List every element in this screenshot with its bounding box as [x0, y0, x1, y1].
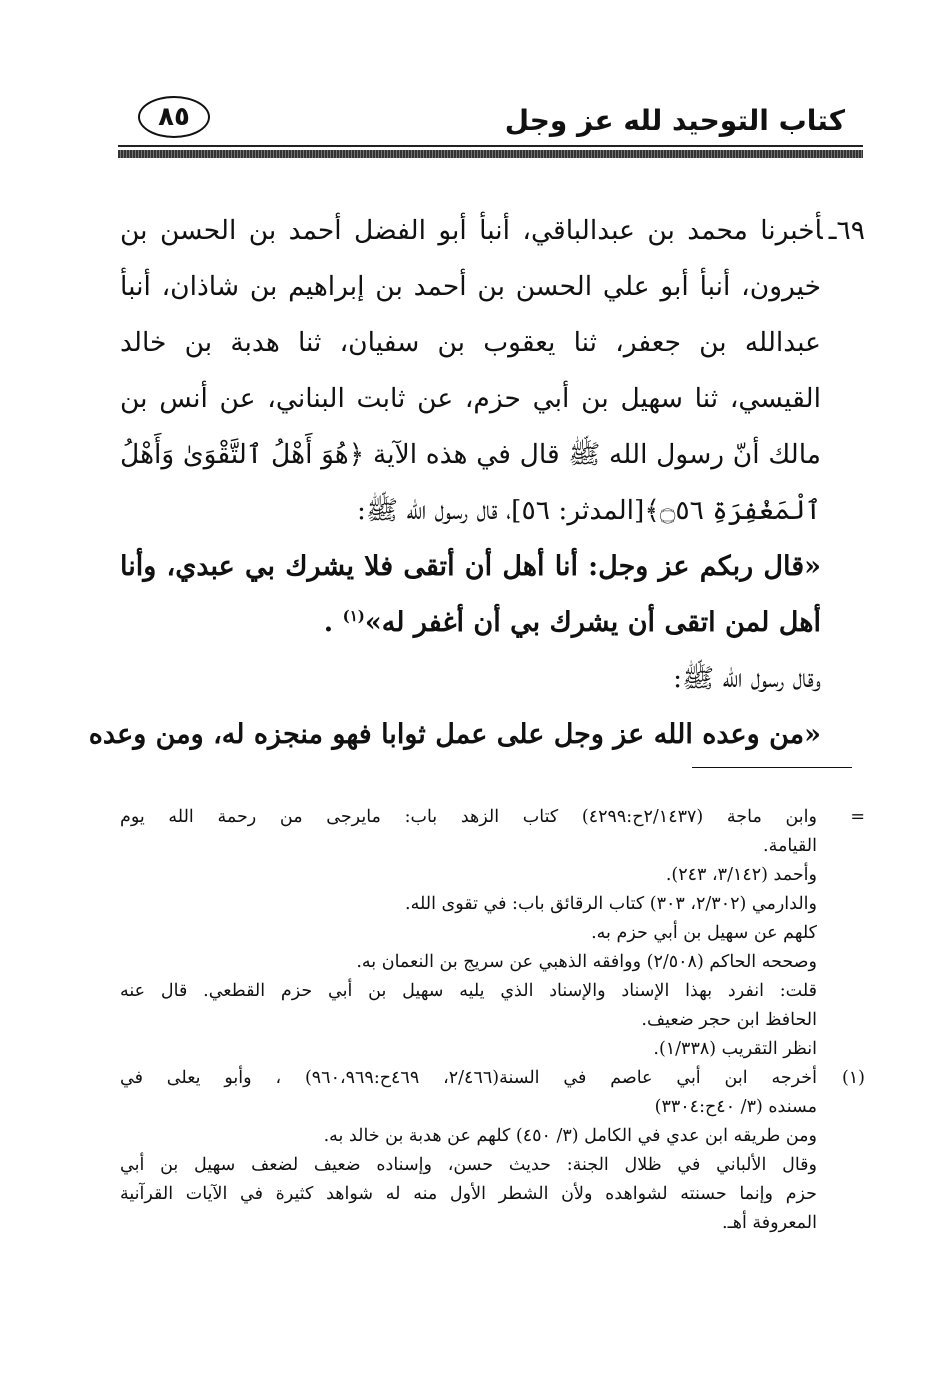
footnote-line: القيامة.: [763, 836, 817, 856]
footnote-line: وصححه الحاكم (٢/٥٠٨) ووافقه الذهبي عن سريج بن النعمان به.: [356, 952, 817, 972]
footnote-line: مسنده (٣/ ٤٠ح:٣٣٠٤): [654, 1097, 817, 1117]
hadith-number: ٦٩ـ: [828, 215, 865, 246]
text-line: عبدالله بن جعفر، ثنا يعقوب بن سفيان، ثنا هدبة بن خالد: [120, 327, 821, 358]
footnote-line: كلهم عن سهيل بن أبي حزم به.: [591, 923, 817, 943]
text-line: خيرون، أنبأ أبو علي الحسن بن أحمد بن إبراهيم بن شاذان، أنبأ: [120, 271, 821, 302]
continuation-marker: =: [850, 807, 865, 827]
hadith-quote-line: أهل لمن اتقى أن يشرك بي أن أغفر له»$^{(١)}$ .: [323, 607, 821, 638]
header-divider: [118, 145, 863, 147]
main-text: [88, 203, 865, 763]
text-line: ٦٩ـأخبرنا محمد بن عبدالباقي، أنبأ أبو الفضل أحمد بن الحسن بن: [120, 215, 865, 246]
footnote-reference: (١): [342, 607, 365, 625]
page-number: ٨٥: [138, 96, 210, 138]
footnote-line: قلت: انفرد بهذا الإسناد والإسناد الذي يليه سهيل بن أبي حزم القطعي. قال عنه: [120, 981, 817, 1001]
footnote-line: الحافظ ابن حجر ضعيف.: [641, 1010, 817, 1030]
footnote-line: وقال الألباني في ظلال الجنة: حديث حسن، وإسناده ضعيف لضعف سهيل بن أبي: [120, 1155, 817, 1175]
hadith-quote-line: «قال ربكم عز وجل: أنا أهل أن أتقى فلا يشرك بي عبدي، وأنا: [120, 551, 821, 582]
footnote-line: = وابن ماجة (٢/١٤٣٧ح:٤٢٩٩) كتاب الزهد باب: مايرجى من رحمة الله يوم: [120, 803, 865, 832]
text-line: مالك أنّ رسول الله ﷺ قال في هذه الآية ﴿هُوَ أَهْلُ ٱلتَّقْوَىٰ وَأَهْلُ: [120, 439, 821, 470]
book-title: كتاب التوحيد لله عز وجل: [504, 104, 845, 137]
footnote-line: انظر التقريب (١/٣٣٨).: [653, 1039, 817, 1059]
footnote-line: ومن طريقه ابن عدي في الكامل (٣/ ٤٥٠) كلهم عن هدبة بن خالد به.: [323, 1126, 817, 1146]
footnote-line: حزم وإنما حسنته لشواهده ولأن الشطر الأول منه له شواهد كثيرة في الآيات القرآنية: [120, 1184, 817, 1204]
text-line: ٱلْمَغْفِرَةِ ۝٥٦﴾[المدثر: ٥٦]، قال رسول الله ﷺ:: [357, 495, 821, 526]
footnote-separator: [692, 767, 852, 768]
footnote-line: (١) أخرجه ابن أبي عاصم في السنة(٢/٤٦٦، ٤٦٩ح:٩٦٠،٩٦٩) ، وأبو يعلى في: [120, 1064, 865, 1093]
footnote-line: المعروفة أهـ.: [722, 1213, 817, 1233]
text-line: القيسي، ثنا سهيل بن أبي حزم، عن ثابت البناني، عن أنس بن: [120, 383, 821, 414]
footnote-line: وأحمد (٣/١٤٢، ٢٤٣).: [665, 865, 817, 885]
header-divider-thick: [118, 150, 863, 158]
hadith-quote-line: «من وعده الله عز وجل على عمل ثوابا فهو منجزه له، ومن وعده: [88, 719, 821, 750]
footnote-line: والدارمي (٢/٣٠٢، ٣٠٣) كتاب الرقائق باب: في تقوى الله.: [405, 894, 817, 914]
footnotes: [120, 803, 865, 1238]
footnote-marker: (١): [841, 1068, 865, 1088]
text-line: وقال رسول الله ﷺ:: [673, 663, 821, 694]
